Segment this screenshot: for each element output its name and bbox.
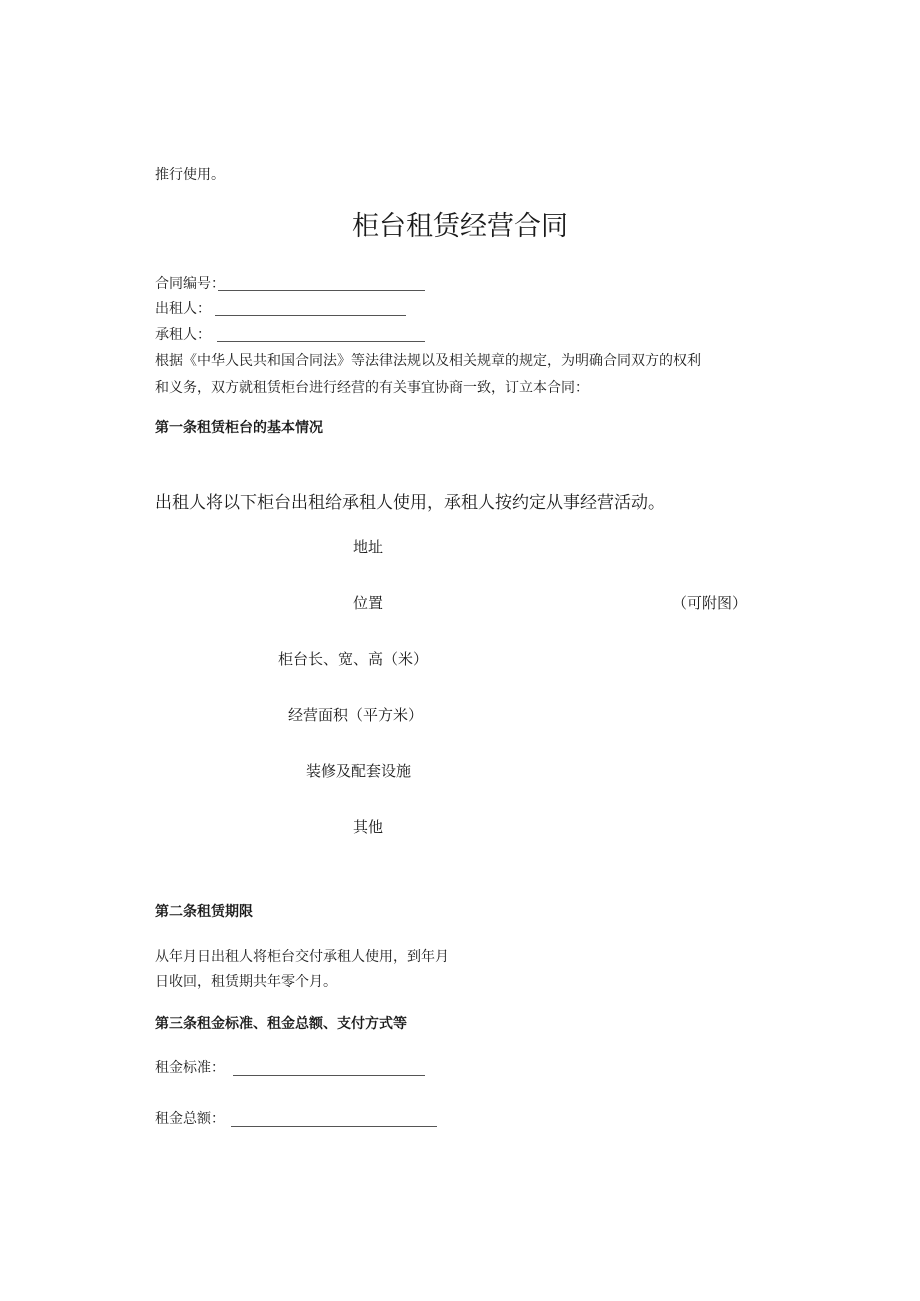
preamble-line-1: 根据《中华人民共和国合同法》等法律法规以及相关规章的规定，为明确合同双方的权利 — [155, 353, 701, 369]
article-1-heading: 第一条租赁柜台的基本情况 — [155, 420, 323, 436]
contract-title: 柜台租赁经营合同 — [352, 211, 568, 242]
rent-standard-label: 租金标准： — [155, 1060, 225, 1076]
article-3-heading: 第三条租金标准、租金总额、支付方式等 — [155, 1016, 407, 1032]
item-area: 经营面积（平方米） — [288, 706, 424, 724]
article-2-line-2: 日收回，租赁期共年零个月。 — [155, 974, 337, 990]
lessee-field[interactable] — [217, 341, 425, 342]
contract-number-field[interactable] — [218, 290, 425, 291]
article-1-statement: 出租人将以下柜台出租给承租人使用，承租人按约定从事经营活动。 — [155, 493, 665, 513]
intro-fragment: 推行使用。 — [155, 167, 225, 183]
rent-total-field[interactable] — [231, 1126, 437, 1127]
lessor-label: 出租人： — [155, 301, 211, 317]
article-2-heading: 第二条租赁期限 — [155, 904, 253, 920]
contract-number-label: 合同编号： — [155, 276, 225, 292]
lessor-field[interactable] — [215, 315, 406, 316]
article-2-line-1: 从年月日出租人将柜台交付承租人使用，到年月 — [155, 949, 449, 965]
item-dimensions: 柜台长、宽、高（米） — [278, 650, 429, 668]
rent-total-label: 租金总额： — [155, 1111, 225, 1127]
item-location-note: （可附图） — [672, 594, 748, 612]
item-address: 地址 — [353, 538, 384, 556]
item-facilities: 装修及配套设施 — [306, 762, 412, 780]
rent-standard-field[interactable] — [233, 1075, 425, 1076]
item-other: 其他 — [353, 818, 384, 836]
item-location: 位置 — [353, 594, 384, 612]
lessee-label: 承租人： — [155, 327, 211, 343]
preamble-line-2: 和义务，双方就租赁柜台进行经营的有关事宜协商一致，订立本合同： — [155, 380, 589, 396]
